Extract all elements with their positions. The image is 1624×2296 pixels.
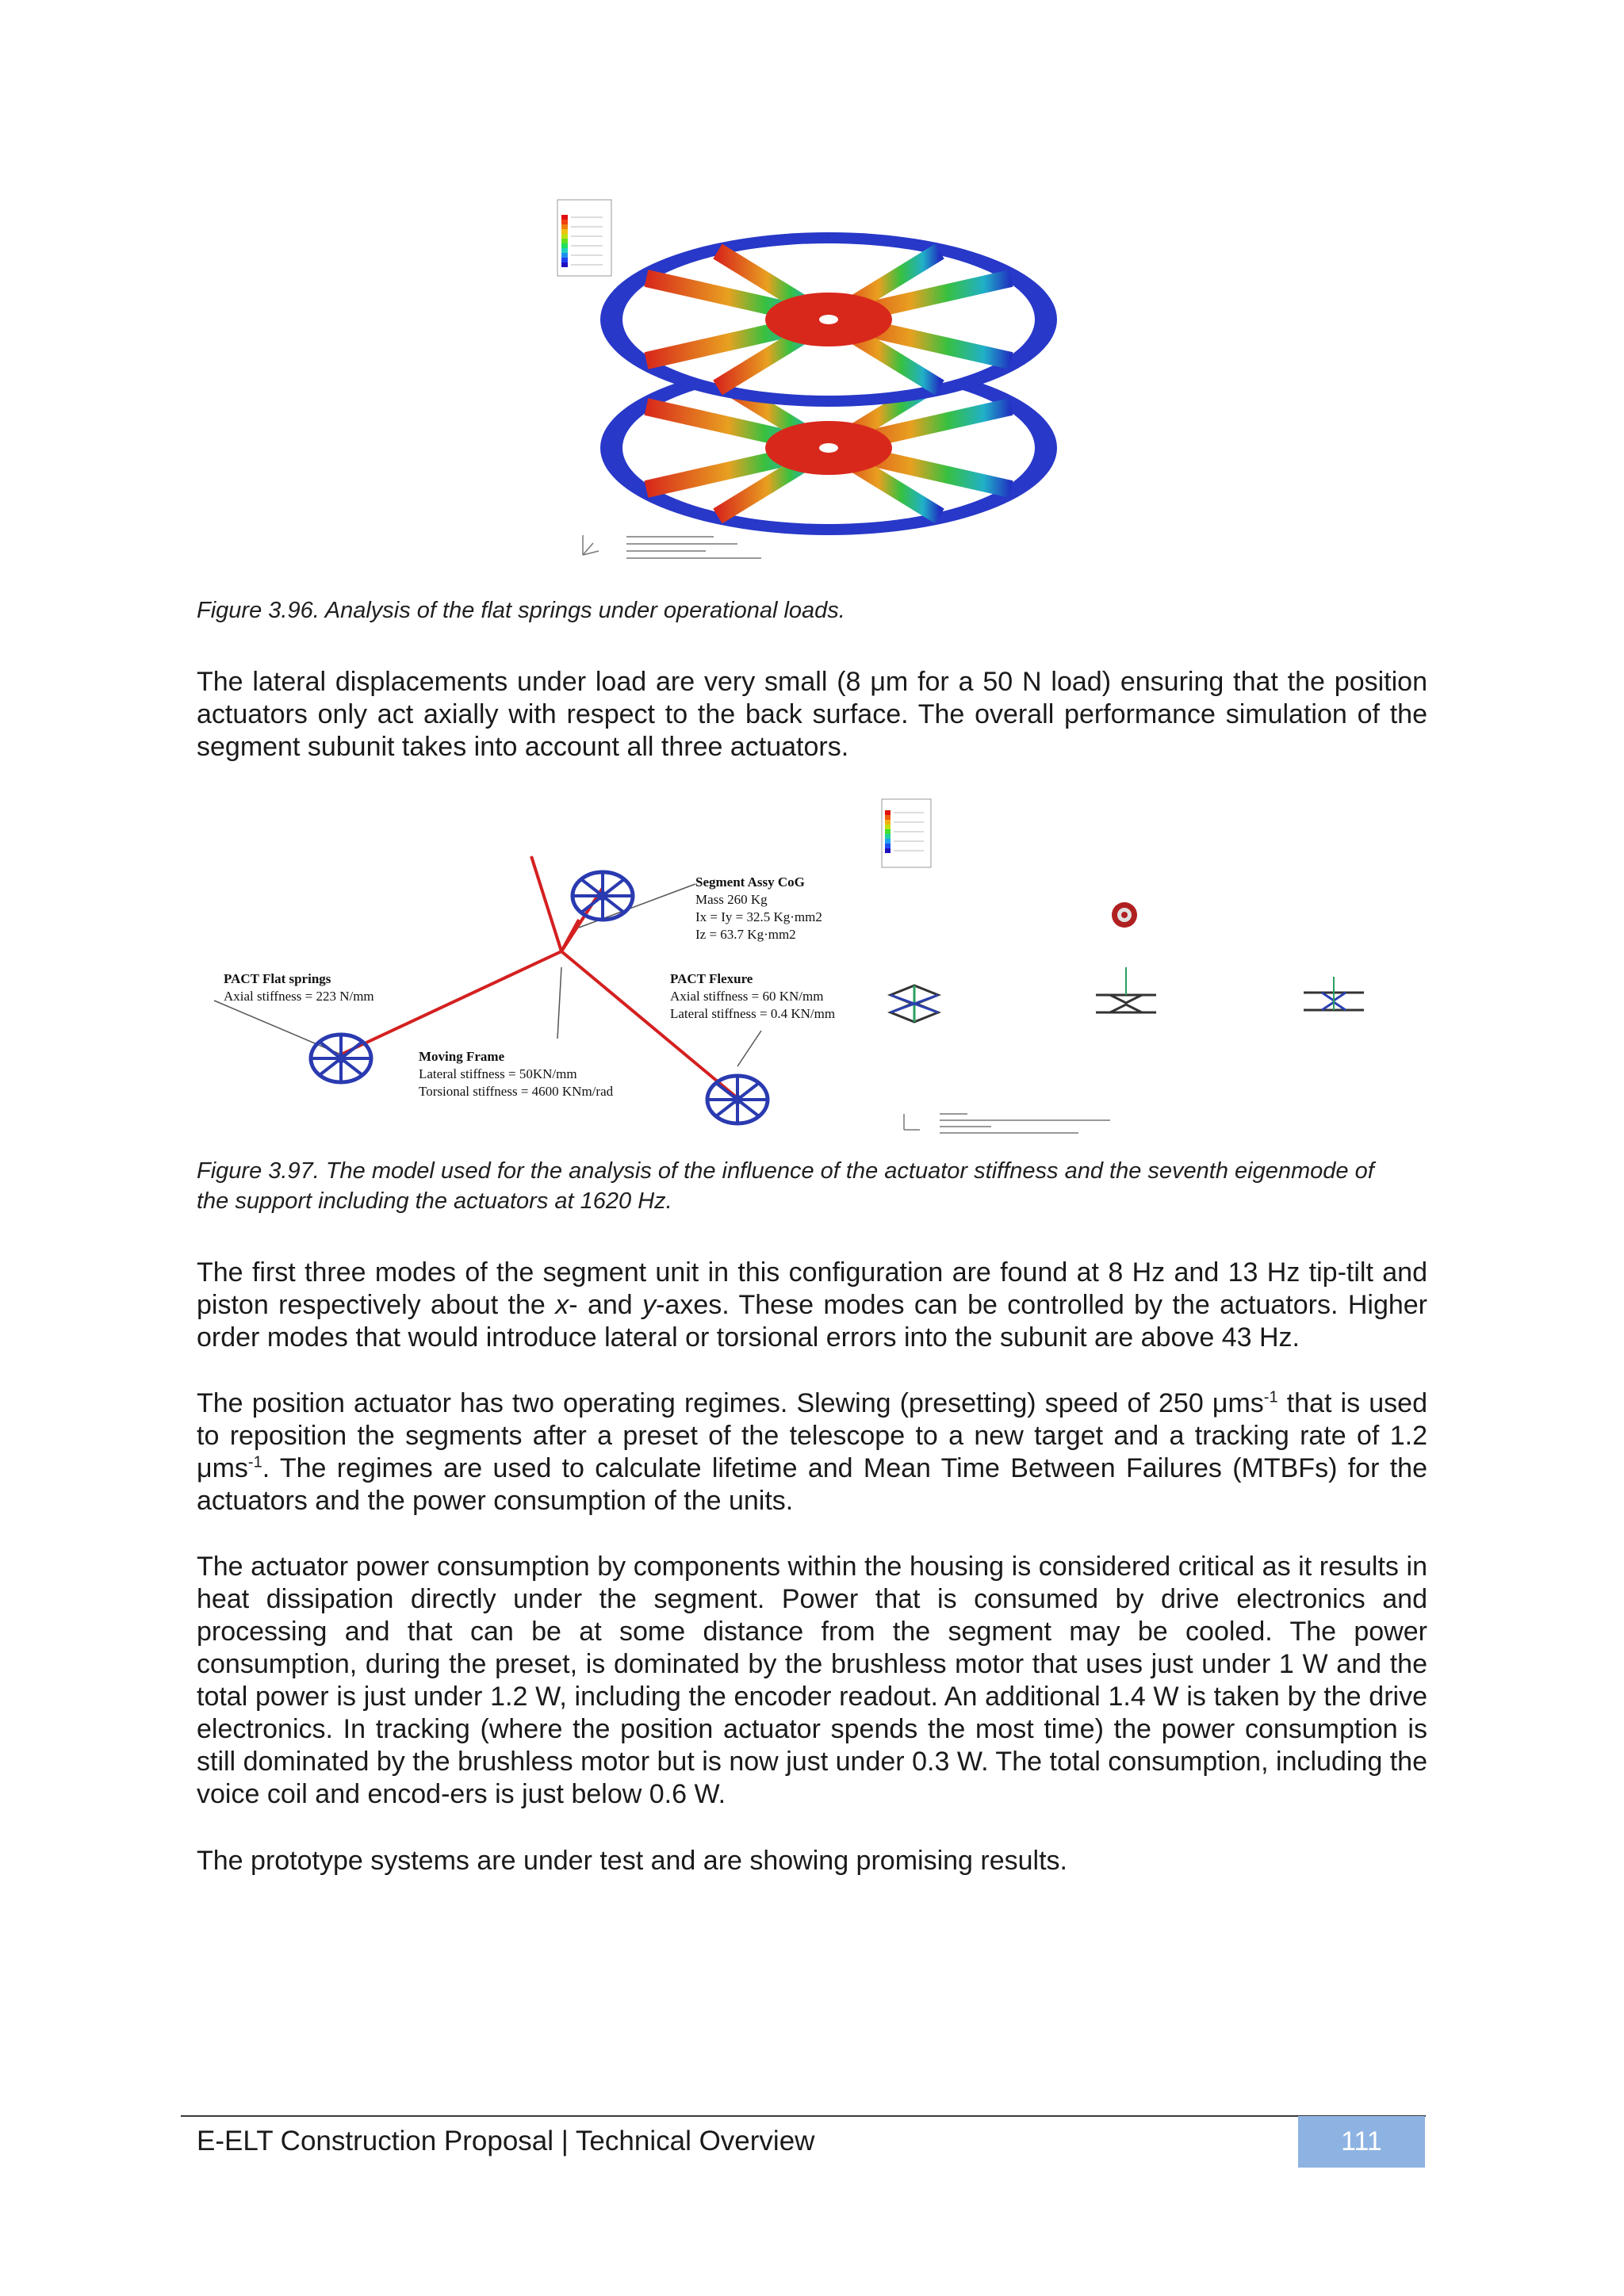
flexure-axial: Axial stiffness = 60 KN/mm bbox=[670, 989, 824, 1004]
flexure-title: PACT Flexure bbox=[670, 971, 753, 986]
flat-spring-disc-icon bbox=[311, 1035, 371, 1082]
figure-3-96 bbox=[555, 194, 1071, 567]
eigenmode-side-view-icon bbox=[1096, 967, 1156, 1012]
flexure-lateral: Lateral stiffness = 0.4 KN/mm bbox=[670, 1006, 836, 1021]
modes-text-3: -axes. These modes can be controlled by the actuators. Higher order modes that would introduce lateral or torsional errors into the subunit are above 43 Hz. bbox=[197, 1290, 1427, 1353]
segment-ixy: Ix = Iy = 32.5 Kg·mm2 bbox=[695, 909, 822, 924]
modes-text-1: The first three modes of the segment unit in this configuration are found at 8 Hz and 13 Hz tip-tilt and piston respectively about the bbox=[197, 1257, 1427, 1320]
figure-3-96-caption: Figure 3.96. Analysis of the flat springs under operational loads. bbox=[197, 598, 845, 623]
label-flexure bbox=[670, 971, 835, 1021]
regimes-text-3: . The regimes are used to calculate lifetime and Mean Time Between Failures (MTBFs) for the actuators and the power consumption of the units. bbox=[197, 1453, 1427, 1516]
label-segment-assy bbox=[695, 874, 822, 942]
paragraph-lateral-displacements: The lateral displacements under load are very small (8 μm for a 50 N load) ensuring that the position actuators only act axially with respect to the back surface. The overall performance simulation of the segment subunit takes into account all three actuators. bbox=[197, 667, 1427, 762]
figure-3-97-caption-line1: Figure 3.97. The model used for the analysis of the influence of the actuator stiffness and the seventh eigenmode of bbox=[197, 1158, 1374, 1184]
figure-3-97-caption-line2: the support including the actuators at 1620 Hz. bbox=[197, 1188, 672, 1214]
modes-y-axis: y bbox=[642, 1290, 657, 1320]
footer-title: E-ELT Construction Proposal | Technical Overview bbox=[197, 2126, 815, 2156]
eigenmode-front-view-icon bbox=[1304, 977, 1364, 1010]
segment-disc-icon bbox=[573, 872, 633, 920]
paragraph-prototype: The prototype systems are under test and are showing promising results. bbox=[197, 1846, 1067, 1876]
eigenmode-axis-triad-icon bbox=[904, 1114, 920, 1130]
moving-frame-lateral: Lateral stiffness = 50KN/mm bbox=[419, 1066, 577, 1081]
paragraph-power-consumption: The actuator power consumption by components within the housing is considered critical as it results in heat dissipation directly under the segment. Power that is consumed by drive electronics and processing and that can be at some distance from the segment may be cooled. The power consumption, during the preset, is dominated by the brushless motor that uses just under 1 W and the total power is just under 1.2 W, including the encoder readout. An additional 1.4 W is taken by the drive electronics. In tracking (where the position actuator spends the most time) the power consumption is still dominated by the brushless motor but is now just under 0.3 W. The total consumption, including the voice coil and encod-ers is just below 0.6 W. bbox=[197, 1552, 1427, 1809]
eigenmode-legend bbox=[882, 799, 931, 867]
moving-frame-torsional: Torsional stiffness = 4600 KNm/rad bbox=[419, 1084, 614, 1099]
segment-assy-title: Segment Assy CoG bbox=[695, 874, 805, 890]
eigenmode-info-block bbox=[940, 1114, 1110, 1133]
label-flat-springs bbox=[224, 971, 374, 1004]
figure-3-97-caption bbox=[197, 1156, 1442, 1216]
segment-mass: Mass 260 Kg bbox=[695, 892, 768, 907]
modes-x-axis: x bbox=[555, 1290, 569, 1320]
flat-springs-title: PACT Flat springs bbox=[224, 971, 331, 986]
flat-spring-fea-plot bbox=[555, 194, 1071, 567]
flat-springs-axial: Axial stiffness = 223 N/mm bbox=[224, 989, 374, 1004]
regimes-text-1: The position actuator has two operating regimes. Slewing (presetting) speed of 250 μms bbox=[197, 1388, 1264, 1418]
figure-3-97 bbox=[206, 793, 1443, 1142]
regimes-sup-1: -1 bbox=[1263, 1388, 1278, 1406]
flexure-disc-icon bbox=[707, 1076, 768, 1123]
flat-spring-disc-upper bbox=[600, 232, 1057, 407]
segment-iz: Iz = 63.7 Kg·mm2 bbox=[695, 927, 796, 942]
page-number: 111 bbox=[1298, 2116, 1425, 2168]
color-legend bbox=[557, 200, 611, 276]
label-moving-frame bbox=[419, 1049, 614, 1099]
axis-triad-icon bbox=[583, 535, 599, 555]
paragraph-operating-regimes bbox=[197, 1387, 1427, 1517]
moving-frame-title: Moving Frame bbox=[419, 1049, 505, 1064]
eigenmode-iso-view-icon bbox=[891, 985, 938, 1022]
actuator-stiffness-model bbox=[206, 793, 1443, 1142]
eigenmode-top-view-icon bbox=[1112, 902, 1137, 928]
paragraph-modes bbox=[197, 1257, 1427, 1354]
regimes-text-2: that is used to reposition the segments after a preset of the telescope to a new target and a tracking rate of 1.2 μms bbox=[197, 1388, 1427, 1483]
footer-divider bbox=[181, 2115, 1426, 2117]
fea-info-block bbox=[626, 537, 761, 558]
modes-text-2: - and bbox=[569, 1290, 643, 1320]
regimes-sup-2: -1 bbox=[247, 1453, 262, 1471]
